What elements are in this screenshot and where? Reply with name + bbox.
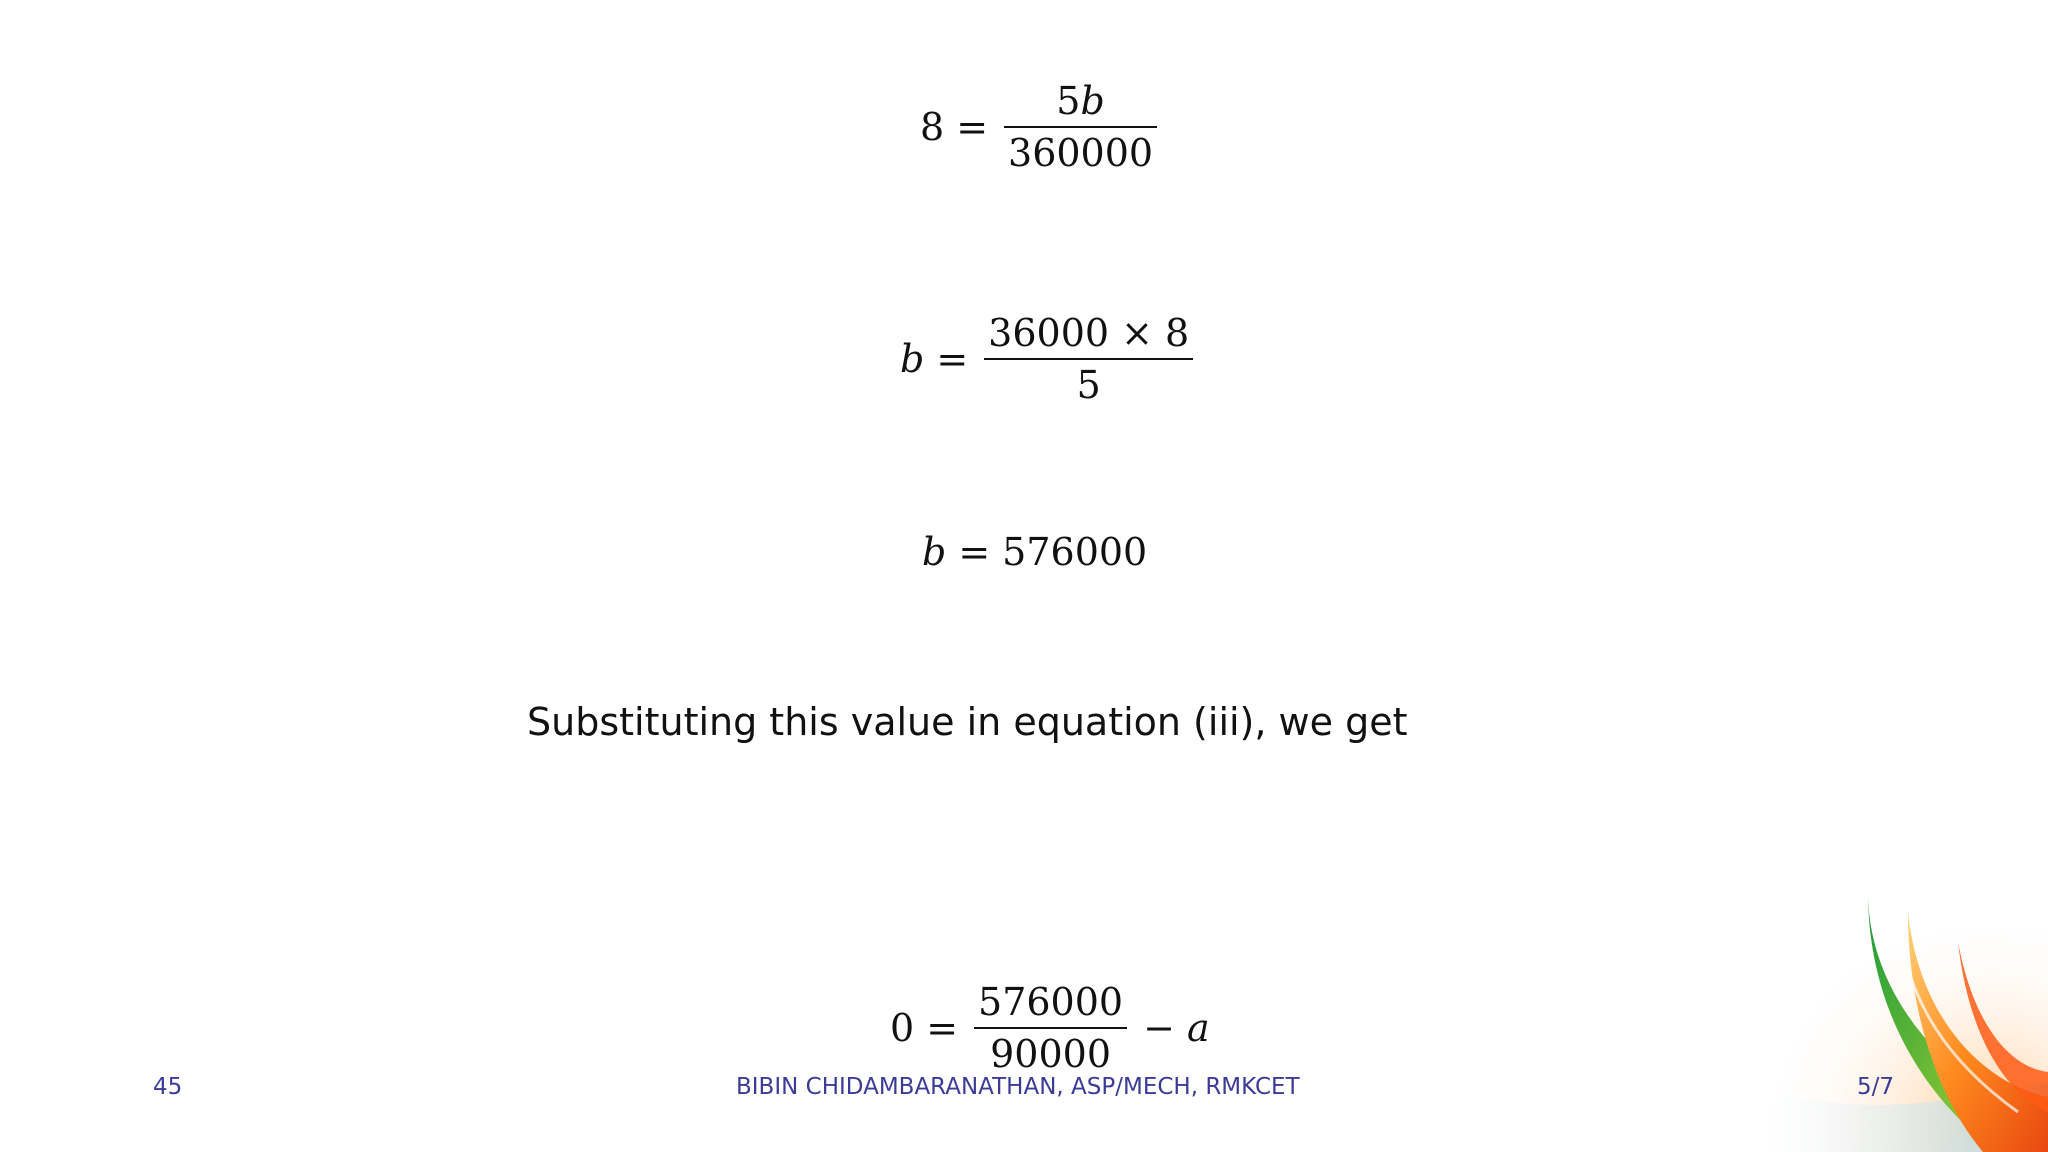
eq4-minus: − bbox=[1143, 1006, 1175, 1050]
eq2-denominator: 5 bbox=[1076, 363, 1101, 407]
eq2-fraction bbox=[984, 308, 1193, 410]
page-indicator: 5/7 bbox=[1857, 1074, 1895, 1100]
eq3-equals: = bbox=[958, 530, 991, 574]
eq4-numerator: 576000 bbox=[978, 980, 1124, 1024]
equation-2 bbox=[900, 308, 1197, 410]
eq1-denominator: 360000 bbox=[1008, 131, 1154, 175]
eq1-num-var: b bbox=[1080, 79, 1105, 123]
eq2-lhs: b bbox=[900, 337, 925, 381]
decorative-swoosh bbox=[1758, 882, 2048, 1152]
eq3-rhs: 576000 bbox=[1002, 530, 1148, 574]
eq2-equals: = bbox=[936, 337, 969, 381]
equation-3 bbox=[922, 530, 1147, 574]
eq3-lhs: b bbox=[922, 530, 947, 574]
eq2-numerator: 36000 × 8 bbox=[988, 311, 1190, 355]
equation-1 bbox=[920, 76, 1161, 178]
slide-number: 45 bbox=[153, 1074, 183, 1100]
footer-author: BIBIN CHIDAMBARANATHAN, ASP/MECH, RMKCET bbox=[736, 1074, 1300, 1100]
eq4-denominator: 90000 bbox=[990, 1032, 1111, 1076]
body-sentence: Substituting this value in equation (iii), we get bbox=[527, 700, 1408, 744]
eq4-var: a bbox=[1186, 1006, 1210, 1050]
eq1-equals: = bbox=[956, 105, 989, 149]
eq4-equals: = bbox=[926, 1006, 959, 1050]
eq1-numerator bbox=[1052, 76, 1109, 126]
eq4-lhs: 0 bbox=[890, 1006, 915, 1050]
equation-4 bbox=[890, 977, 1210, 1079]
eq4-fraction bbox=[974, 977, 1127, 1079]
eq1-num-coef: 5 bbox=[1056, 79, 1081, 123]
eq1-fraction bbox=[1004, 76, 1157, 178]
eq1-lhs: 8 bbox=[920, 105, 945, 149]
